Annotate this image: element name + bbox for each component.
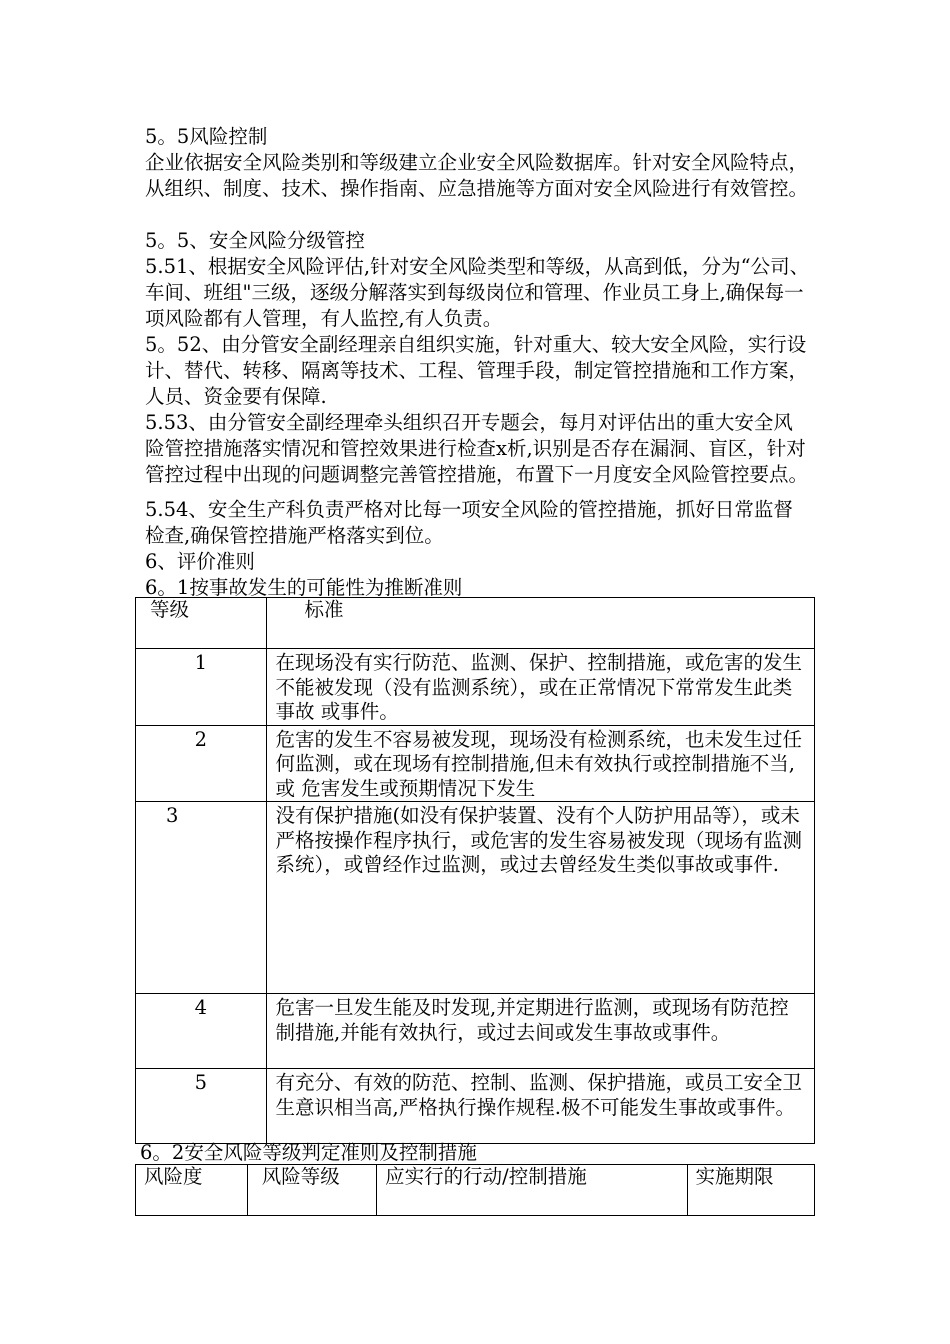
- table-row: [136, 802, 815, 994]
- header-risk-degree-cell: 风险度: [136, 1165, 248, 1216]
- risk-level-criteria-table: [135, 1164, 815, 1216]
- table-row: [136, 1069, 815, 1144]
- level-cell: 1: [136, 649, 267, 726]
- section-6-title: 6、评价准则: [145, 550, 255, 573]
- table-header-row: [136, 1165, 815, 1216]
- paragraph-5-51: 5.51、根据安全风险评估,针对安全风险类型和等级，从高到低，分为“公司、车间、班组"三级，逐级分解落实到每级岗位和管理、作业员工身上,确保每一项风险都有人管理，有人监控,有人负责。: [145, 255, 810, 330]
- table-row: [136, 649, 815, 726]
- level-cell: 4: [136, 994, 267, 1069]
- likelihood-criteria-table: [135, 597, 815, 1144]
- paragraph-5-53: 5.53、由分管安全副经理牵头组织召开专题会，每月对评估出的重大安全风险管控措施落实情况和管控效果进行检查x析,识别是否存在漏洞、盲区，针对管控过程中出现的问题调整完善管控措施，布置下一月度安全风险管控要点。: [145, 411, 809, 486]
- section-5-5-grading-title: 5。5、安全风险分级管控: [145, 229, 365, 252]
- standard-cell: 危害一旦发生能及时发现,并定期进行监测，或现场有防范控制措施,并能有效执行，或过去间或发生事故或事件。: [266, 994, 814, 1069]
- section-5-5-title: 5。5风险控制: [145, 125, 268, 148]
- table-row: [136, 725, 815, 802]
- level-cell: 5: [136, 1069, 267, 1144]
- section-6-1-title: 6。1按事故发生的可能性为推断准则: [145, 576, 463, 599]
- header-control-measures-cell: 应实行的行动/控制措施: [377, 1165, 687, 1216]
- section-5-5-body: 企业依据安全风险类别和等级建立企业安全风险数据库。针对安全风险特点，从组织、制度、技术、操作指南、应急措施等方面对安全风险进行有效管控。: [145, 151, 809, 200]
- header-deadline-cell: 实施期限: [687, 1165, 814, 1216]
- header-risk-level-cell: 风险等级: [247, 1165, 376, 1216]
- paragraph-5-54: 5.54、安全生产科负责严格对比每一项安全风险的管控措施，抓好日常监督检查,确保管控措施严格落实到位。: [145, 498, 793, 547]
- header-level-cell: 等级: [136, 598, 267, 649]
- standard-cell: 没有保护措施(如没有保护装置、没有个人防护用品等），或未严格按操作程序执行，或危害的发生容易被发现（现场有监测系统），或曾经作过监测，或过去曾经发生类似事故或事件.: [266, 802, 814, 994]
- header-standard-cell: 标准: [266, 598, 814, 649]
- table-row: [136, 994, 815, 1069]
- level-cell: 2: [136, 725, 267, 802]
- paragraph-5-52: 5。52、由分管安全副经理亲自组织实施，针对重大、较大安全风险，实行设计、替代、转移、隔离等技术、工程、管理手段，制定管控措施和工作方案，人员、资金要有保障.: [145, 333, 809, 408]
- level-cell: 3: [136, 802, 267, 994]
- standard-cell: 在现场没有实行防范、监测、保护、控制措施，或危害的发生不能被发现（没有监测系统），或在正常情况下常常发生此类事故 或事件。: [266, 649, 814, 726]
- standard-cell: 危害的发生不容易被发现，现场没有检测系统，也未发生过任何监测，或在现场有控制措施,但未有效执行或控制措施不当,或 危害发生或预期情况下发生: [266, 725, 814, 802]
- standard-cell: 有充分、有效的防范、控制、监测、保护措施，或员工安全卫生意识相当高,严格执行操作规程.极不可能发生事故或事件。: [266, 1069, 814, 1144]
- table-header-row: [136, 598, 815, 649]
- section-6-2-title: 6。2安全风险等级判定准则及控制措施: [140, 1141, 477, 1164]
